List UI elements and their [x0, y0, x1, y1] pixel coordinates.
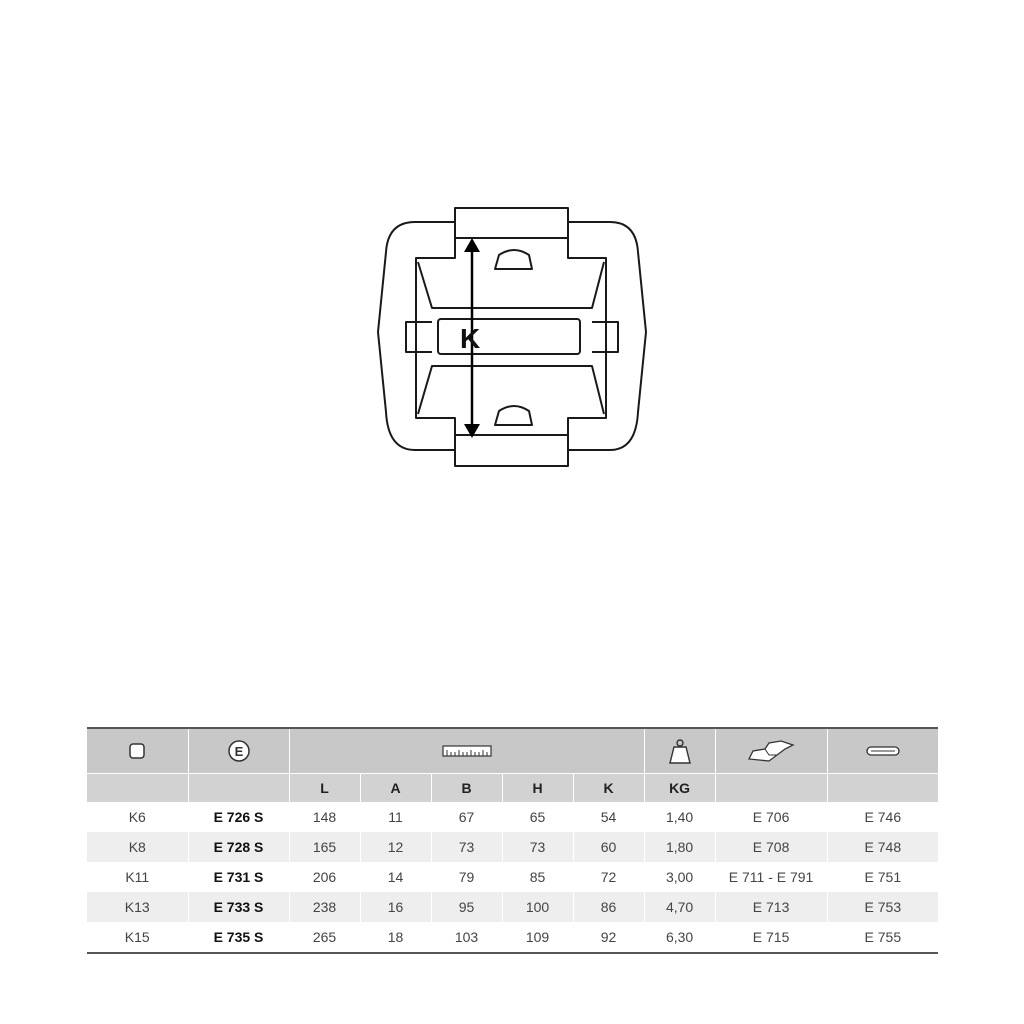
cell-code: E 735 S	[188, 922, 289, 953]
cell-tooth: E 706	[715, 802, 827, 832]
brand-e-circle-icon	[227, 739, 251, 763]
cell-size: K8	[87, 832, 188, 862]
cell-k: 60	[573, 832, 644, 862]
cell-h: 109	[502, 922, 573, 953]
cell-l: 265	[289, 922, 360, 953]
col-header-b: B	[431, 774, 502, 803]
tooth-header	[715, 728, 827, 774]
cell-size: K15	[87, 922, 188, 953]
product-code-header	[188, 728, 289, 774]
cell-tooth: E 708	[715, 832, 827, 862]
adapter-cross-section-drawing	[370, 205, 660, 470]
col-header-pin	[827, 774, 938, 803]
cell-tooth: E 711 - E 791	[715, 862, 827, 892]
cell-k: 72	[573, 862, 644, 892]
cell-b: 73	[431, 832, 502, 862]
cell-h: 73	[502, 832, 573, 862]
cell-pin: E 753	[827, 892, 938, 922]
weight-icon	[668, 737, 692, 765]
col-header-code	[188, 774, 289, 803]
table-row	[87, 832, 938, 862]
table-row	[87, 802, 938, 832]
dimensions-header	[289, 728, 644, 774]
cell-code: E 731 S	[188, 862, 289, 892]
cell-code: E 728 S	[188, 832, 289, 862]
ruler-dimensions-icon	[442, 744, 492, 758]
cell-kg: 1,40	[644, 802, 715, 832]
cell-code: E 733 S	[188, 892, 289, 922]
cell-l: 148	[289, 802, 360, 832]
cell-size: K13	[87, 892, 188, 922]
cell-pin: E 748	[827, 832, 938, 862]
pin-icon	[865, 743, 901, 759]
cell-size: K6	[87, 802, 188, 832]
cell-size: K11	[87, 862, 188, 892]
cell-l: 165	[289, 832, 360, 862]
cell-kg: 3,00	[644, 862, 715, 892]
col-header-h: H	[502, 774, 573, 803]
cell-b: 95	[431, 892, 502, 922]
cell-a: 12	[360, 832, 431, 862]
cell-code: E 726 S	[188, 802, 289, 832]
col-header-kg: KG	[644, 774, 715, 803]
col-header-tooth	[715, 774, 827, 803]
cell-pin: E 751	[864, 869, 902, 885]
table-label-header-row	[87, 774, 938, 803]
col-header-l: L	[289, 774, 360, 803]
cell-k: 92	[573, 922, 644, 953]
cell-h: 65	[502, 802, 573, 832]
cell-h: 85	[502, 862, 573, 892]
cell-b: 79	[431, 862, 502, 892]
cell-b: 67	[431, 802, 502, 832]
tooth-icon	[747, 739, 795, 763]
dimension-k-label: K	[460, 323, 481, 354]
svg-text:E: E	[234, 744, 243, 759]
table-icon-header-row	[87, 728, 938, 774]
cell-a: 18	[360, 922, 431, 953]
cell-a: 14	[360, 862, 431, 892]
cell-kg: 4,70	[644, 892, 715, 922]
pin-header	[827, 728, 938, 774]
col-header-a: A	[360, 774, 431, 803]
adapter-size-square-icon	[128, 742, 146, 760]
cell-k: 86	[573, 892, 644, 922]
adapter-spec-table	[87, 727, 938, 954]
cell-kg: 6,30	[644, 922, 715, 953]
table-row	[87, 892, 938, 922]
table-row	[87, 922, 938, 953]
table-row	[87, 862, 938, 892]
weight-header	[644, 728, 715, 774]
cell-tooth: E 715	[715, 922, 827, 953]
cell-l: 206	[289, 862, 360, 892]
cell-h: 100	[502, 892, 573, 922]
adapter-size-header	[87, 728, 188, 774]
cell-tooth: E 713	[715, 892, 827, 922]
cell-pin: E 755	[864, 929, 902, 945]
cell-pin: E 746	[864, 809, 902, 825]
cell-kg: 1,80	[644, 832, 715, 862]
cell-b: 103	[431, 922, 502, 953]
cell-a: 16	[360, 892, 431, 922]
cell-l: 238	[289, 892, 360, 922]
col-header-size	[87, 774, 188, 803]
col-header-k: K	[573, 774, 644, 803]
cell-a: 11	[360, 802, 431, 832]
cell-k: 54	[573, 802, 644, 832]
